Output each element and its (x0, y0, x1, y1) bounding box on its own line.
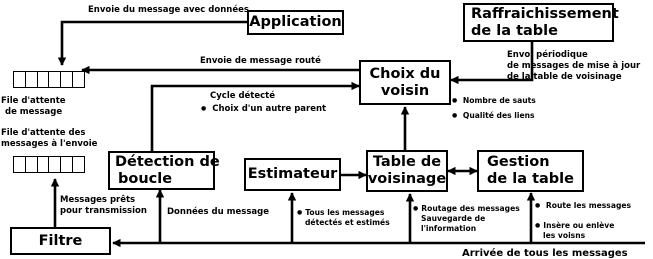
label-link-quality: ● Qualité des liens (452, 111, 535, 121)
queue-cell (73, 72, 84, 87)
label-cycle-detected: Cycle détecté (210, 91, 275, 101)
queue-cell (26, 72, 38, 87)
label-insert-remove: ● Insère ou enlève les voisns (535, 221, 614, 241)
queue-cell (49, 72, 61, 87)
queue-cell (38, 72, 50, 87)
queue-cell (14, 157, 26, 172)
label-arrival-all-messages: Arrivée de tous les messages (462, 248, 628, 259)
queue-cell (61, 72, 73, 87)
queue-cell (26, 157, 38, 172)
application-node: Application (247, 10, 344, 35)
label-routing: ● Routage des messages Sauvegarde de l'information (413, 204, 520, 234)
send-queue-label: File d'attente des messages à l'envoie (1, 128, 98, 149)
label-ready-for-transmission: Messages prêts pour transmission (60, 195, 147, 216)
table-management-node: Gestion de la table (477, 150, 584, 192)
queue-cell (14, 72, 26, 87)
receive-queue (13, 71, 85, 88)
queue-cell (38, 157, 50, 172)
label-send-routed: Envoie de message routé (200, 56, 321, 66)
label-send-with-data: Envoie du message avec données (88, 5, 249, 15)
receive-queue-label: File d'attente de message (1, 96, 66, 117)
loop-detection-node: Détection de boucle (108, 151, 215, 190)
refresh-table-node: Raffraichissement de la table (463, 3, 614, 42)
send-queue (13, 156, 85, 173)
label-message-data: Données du message (167, 207, 269, 217)
neighbor-table-node: Table de voisinage (366, 150, 448, 192)
queue-cell (61, 157, 73, 172)
label-other-parent: ● Choix d'un autre parent (201, 103, 326, 115)
queue-cell (49, 157, 61, 172)
label-hop-count: ● Nombre de sauts (452, 96, 536, 106)
neighbor-choice-node: Choix du voisin (359, 60, 451, 105)
estimator-node: Estimateur (244, 158, 341, 191)
label-route-messages: ● Route les messages (535, 201, 631, 211)
label-all-messages: ● Tous les messages détectés et estimés (297, 208, 390, 228)
queue-cell (73, 157, 84, 172)
filter-node: Filtre (10, 227, 111, 255)
label-periodic-update: Envoi périodique de messages de mise à jour de la table de voisinage (507, 50, 641, 82)
